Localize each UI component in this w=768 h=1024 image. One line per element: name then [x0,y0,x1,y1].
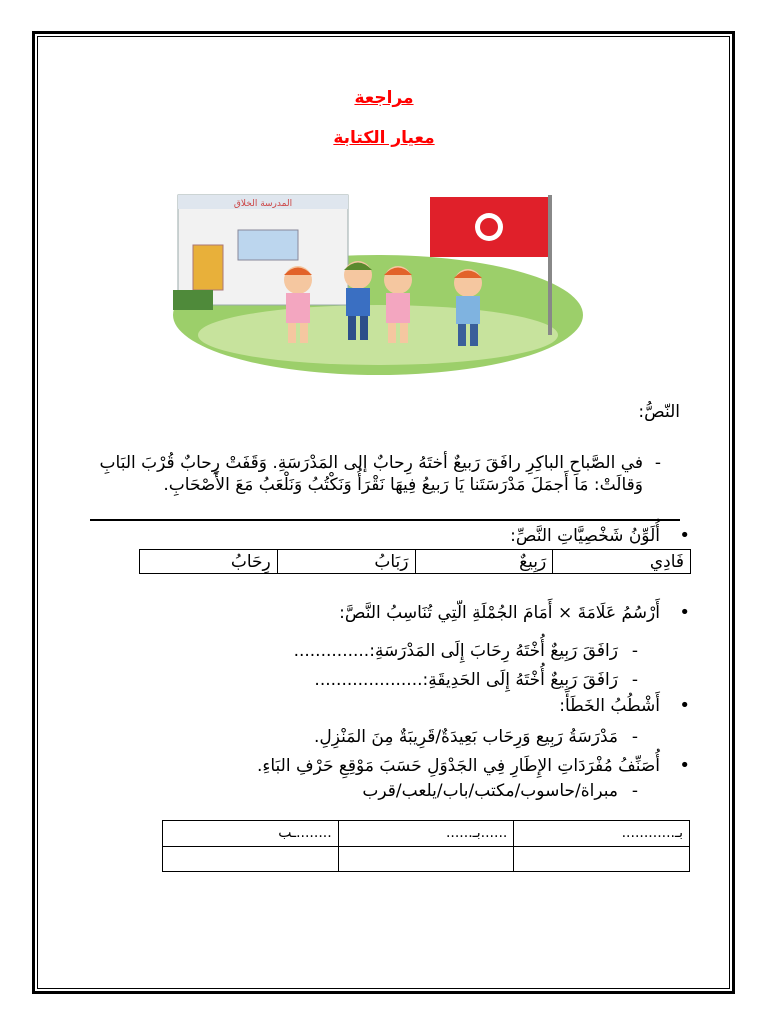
answer-cell[interactable] [338,846,514,872]
answer-cell[interactable] [163,846,339,872]
school-children-with-flag-illustration [168,175,588,375]
text-paragraph [83,452,661,496]
question-3-line[interactable]: - مَدْرَسَةُ رَبِيع وَرِحَاب بَعِيدَةٌ/قَرِيبَةٌ مِنَ المَنْزِلِ. [314,727,618,747]
question-3: • أَشْطُبُ الخَطَأَ: [559,696,660,716]
character-option[interactable]: رَبَابُ [277,550,415,574]
question-2-line-1[interactable]: - رَافَقَ رَبِيعٌ أُخْتَهُ رِحَابَ إِلَى المَدْرَسَةِ:.............. [294,641,618,661]
separator-line [90,519,680,521]
character-option[interactable]: رَبِيعٌ [415,550,553,574]
word-list: - مبراة/حاسوب/مكتب/باب/يلعب/قرب [362,781,618,801]
column-header-start: بـ............ [514,821,690,847]
question-1: • أُلَوِّنُ شَخْصِيَّاتِ النَّصِّ: [510,526,660,546]
text-section-label: النّصُّ: [638,402,680,422]
character-option[interactable]: فَادِي [553,550,691,574]
school-sign: المدرسة الخلاق [233,199,293,209]
question-4: • أُصَنِّفُ مُفْرَدَاتِ الإِطَارِ فِي الجَدْوَلِ حَسَبَ مَوْقِعِ حَرْفِ البَاءِ. [257,756,660,776]
answer-cell[interactable] [514,846,690,872]
column-header-middle: ......بـ...... [338,821,514,847]
question-2-line-2[interactable]: - رَافَقَ رَبِيعٌ أُخْتَهُ إِلَى الحَدِيقَةِ:.................... [314,670,618,690]
characters-table [139,549,691,574]
question-2: • أَرْسُمُ عَلَامَةَ × أَمَامَ الجُمْلَةِ الّتِي تُنَاسِبُ النَّصَّ: [339,603,660,623]
classification-table [162,820,690,872]
paragraph-text: في الصَّباحِ الباكِرِ رافَقَ رَبيعٌ أختَهُ رِحابٌ إلى المَدْرَسَةِ. وَقَفَتْ رِحابٌ قُرْبَ البَابِ وَقالَتْ: مَا أَجمَلَ مَدْرَسَتَنا يَا رَبيعُ فِيهَا نَقْرَأُ وَنَكْتُبُ وَنَلْعَبُ مَعَ الأَصْحَابِ. [99,453,643,495]
page-title: مراجعة [354,88,414,108]
column-header-end: ........ـب [163,821,339,847]
page-subtitle: معيار الكتابة [333,128,435,148]
list-dash: - [654,453,661,473]
character-option[interactable]: رِحَابُ [140,550,278,574]
